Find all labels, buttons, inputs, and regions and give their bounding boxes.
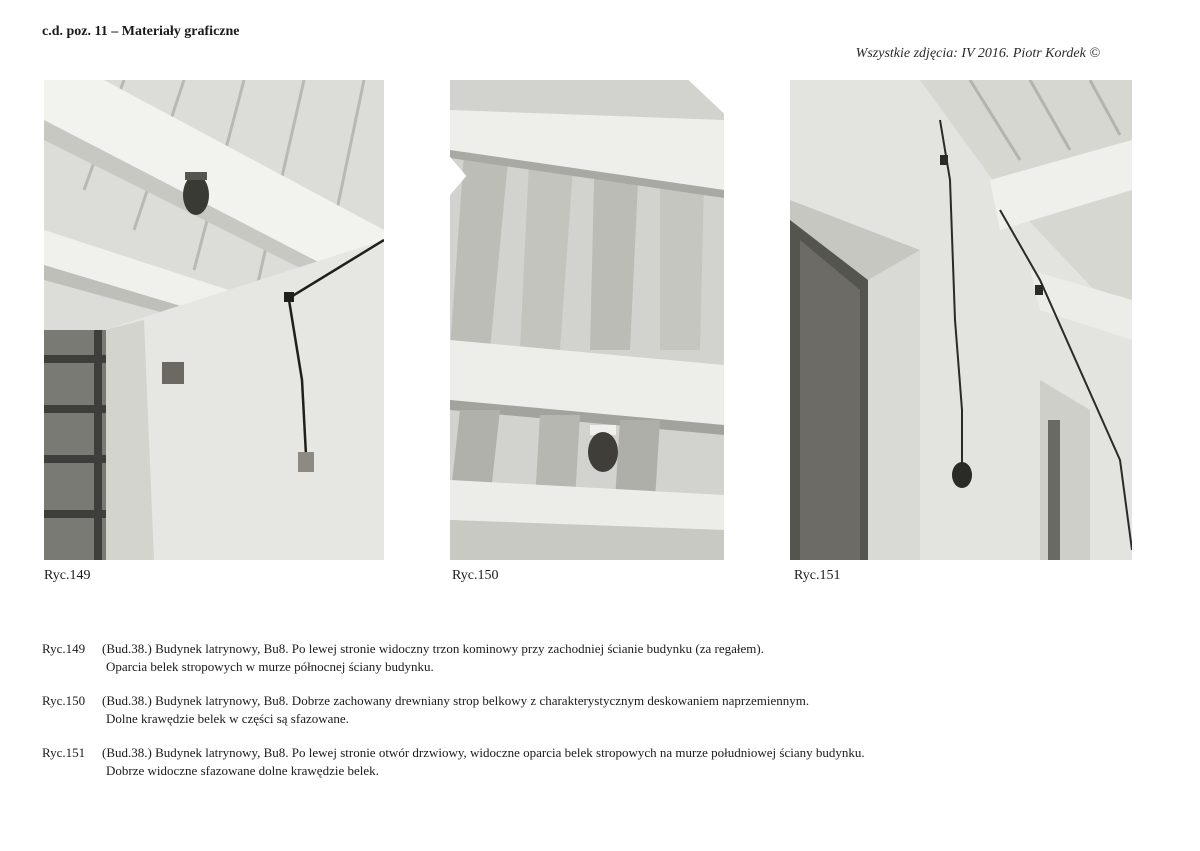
caption-149: [42, 640, 1142, 676]
caption-150: [42, 692, 1142, 728]
caption-150-line1: [42, 692, 1142, 710]
caption-151-line1: [42, 744, 1142, 762]
caption-151-number: Ryc.151: [42, 745, 86, 760]
caption-149-number: Ryc.149: [42, 641, 86, 656]
photo-150: [450, 80, 724, 560]
photo-credit: Wszystkie zdjęcia: IV 2016. Piotr Kordek ©: [855, 46, 1100, 61]
photo-151-label: Ryc.151: [794, 568, 841, 583]
photo-149-image: [44, 80, 384, 560]
caption-150-text: (Bud.38.) Budynek latrynowy, Bu8. Dobrze zachowany drewniany strop belkowy z charakterystycznym deskowaniem naprzemiennym.: [102, 693, 810, 708]
caption-150-line2: Dolne krawędzie belek w części są sfazowane.: [106, 711, 349, 726]
caption-149-line2: Oparcia belek stropowych w murze północnej ściany budynku.: [106, 659, 434, 674]
caption-150-number: Ryc.150: [42, 693, 86, 708]
photo-151-image: [790, 80, 1132, 560]
photo-149: [44, 80, 384, 560]
caption-151-text: (Bud.38.) Budynek latrynowy, Bu8. Po lewej stronie otwór drzwiowy, widoczne oparcia belek stropowych na murze południowej ściany budynku.: [102, 745, 865, 760]
caption-151-line2: Dobrze widoczne sfazowane dolne krawędzie belek.: [106, 763, 379, 778]
captions: [42, 640, 1142, 796]
photo-149-label: Ryc.149: [44, 568, 91, 583]
caption-149-text: (Bud.38.) Budynek latrynowy, Bu8. Po lewej stronie widoczny trzon kominowy przy zachodniej ścianie budynku (za regałem).: [102, 641, 764, 656]
photo-150-label: Ryc.150: [452, 568, 499, 583]
caption-151: [42, 744, 1142, 780]
caption-149-line1: [42, 640, 1142, 658]
photo-151: [790, 80, 1132, 560]
page-title: c.d. poz. 11 – Materiały graficzne: [42, 24, 240, 39]
photo-150-image: [450, 80, 724, 560]
